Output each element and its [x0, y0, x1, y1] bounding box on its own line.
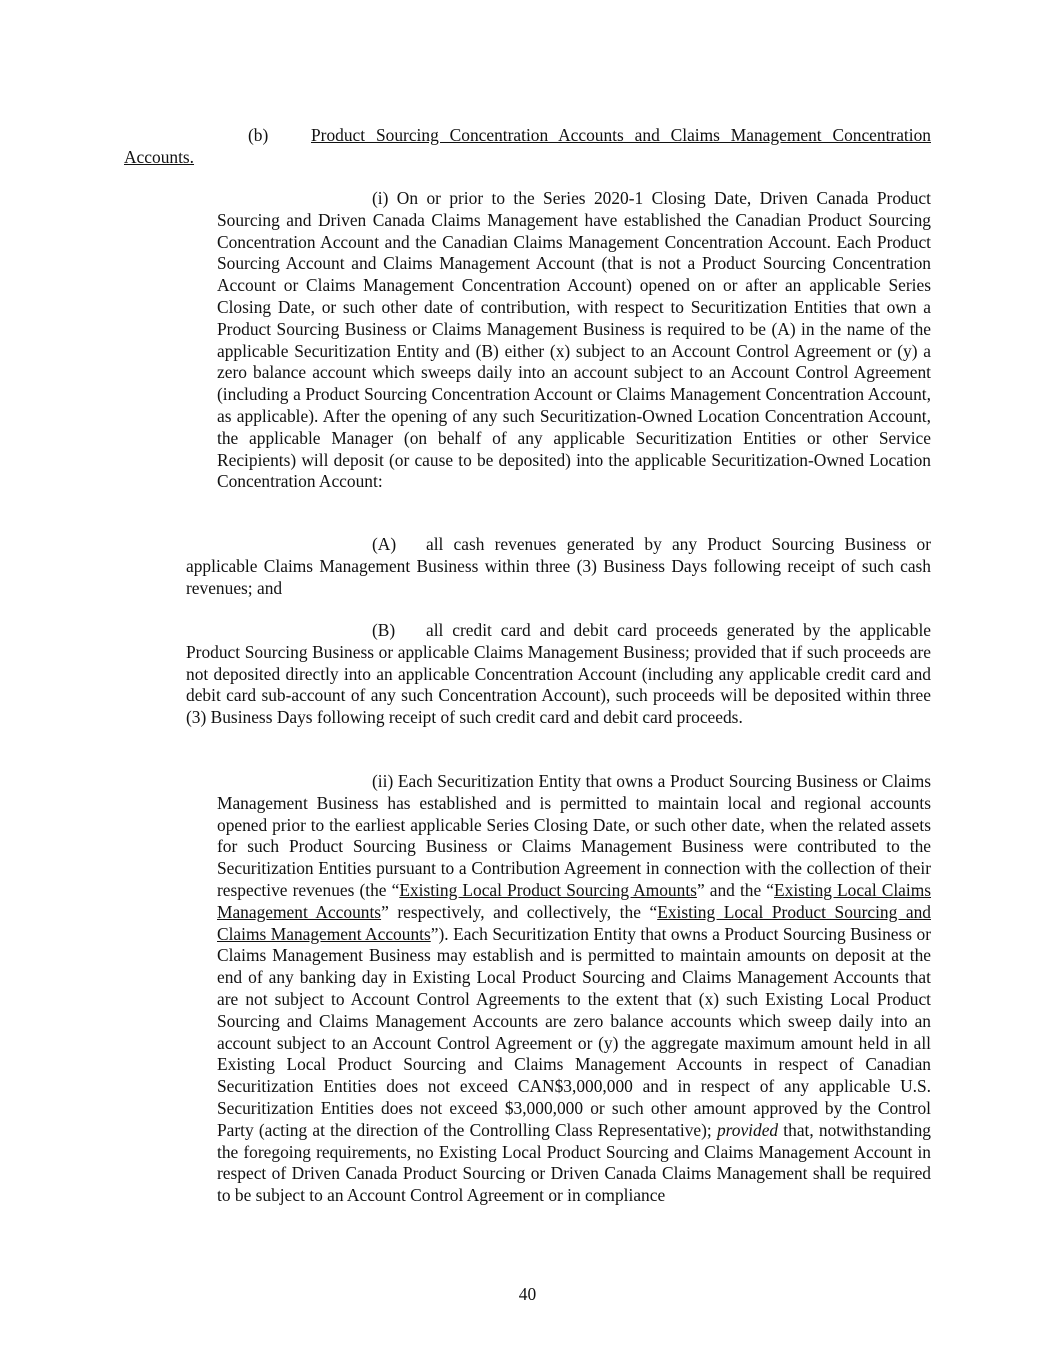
paragraph-i: [217, 188, 931, 493]
defined-term-combined-accounts: Existing Local Product Sourcing and Claims Management Accounts: [217, 901, 931, 944]
paragraph-a-label: (A): [372, 534, 397, 554]
paragraph-ii-text-4: ”). Each Securitization Entity that owns a Product Sourcing Business or Claims Management Business may establish and is permitted to maintain amounts on deposit at the end of any banking day in Existing Local Product Sourcing and Claims Management Accounts that are not subject to Account Control Agreements to the extent that (x) such Existing Local Product Sourcing and Claims Management Accounts are zero balance accounts which sweep daily into an account subject to an Account Control Agreement or (y) the aggregate maximum amount held in all Existing Local Product Sourcing and Claims Management Accounts in respect of Canadian Securitization Entities does not exceed CAN$3,000,000 and in respect of any applicable U.S. Securitization Entities does not exceed $3,000,000 or such other amount approved by the Control Party (acting at the direction of the Controlling Class Representative);: [217, 923, 931, 1140]
defined-term-product-sourcing: Existing Local Product Sourcing Amounts: [399, 879, 697, 900]
paragraph-b-label: (B): [372, 620, 396, 640]
paragraph-ii-text-2: ” and the “: [696, 879, 774, 900]
paragraph-ii-text-5: that, notwithstanding the foregoing requirements, no Existing Local Product Sourcing and Claims Management Account in respect of Driven Canada Product Sourcing or Driven Canada Claims Management shall be required to be subject to an Account Control Agreement or in compliance: [217, 1119, 931, 1206]
paragraph-a-text: all cash revenues generated by any Product Sourcing Business or applicable Claims Management Business within three (3) Business Days following receipt of such cash revenues; and: [186, 534, 931, 598]
paragraph-a: [186, 534, 931, 599]
section-label: (b): [248, 125, 269, 145]
section-heading: [124, 125, 931, 169]
italic-provided: provided: [716, 1119, 779, 1140]
defined-term-claims-management: Existing Local Claims Management Accounts: [217, 879, 932, 922]
paragraph-ii: [217, 771, 931, 1207]
paragraph-b-text: all credit card and debit card proceeds generated by the applicable Product Sourcing Business or applicable Claims Management Business; provided that if such proceeds are not deposited directly into an applicable Concentration Account (including any applicable credit card and debit card sub-account of any such Concentration Account), such proceeds will be deposited within three (3) Business Days following receipt of such credit card and debit card proceeds.: [186, 620, 931, 728]
paragraph-i-text: (i) On or prior to the Series 2020-1 Closing Date, Driven Canada Product Sourcing and Driven Canada Claims Management have established the Canadian Product Sourcing Concentration Account and the Canadian Claims Management Concentration Account. Each Product Sourcing Account and Claims Management Account (that is not a Product Sourcing Concentration Account or Claims Management Concentration Account) opened on or after an applicable Series Closing Date, or such other date of contribution, with respect to Securitization Entities that own a Product Sourcing Business or Claims Management Business is required to be (A) in the name of the applicable Securitization Entity and (B) either (x) subject to an Account Control Agreement or (y) a zero balance account which sweeps daily into an account subject to an Account Control Agreement (including a Product Sourcing Concentration Account or Claims Management Concentration Account, as applicable). After the opening of any such Securitization-Owned Location Concentration Account, the applicable Manager (on behalf of any applicable Securitization Entities or other Service Recipients) will deposit (or cause to be deposited) into the applicable Securitization-Owned Location Concentration Account:: [217, 188, 931, 492]
section-title: Product Sourcing Concentration Accounts and Claims Management Concentration Accounts.: [124, 125, 931, 167]
page-number: 40: [518, 1284, 537, 1304]
paragraph-b: [186, 620, 931, 729]
paragraph-ii-text-3: ” respectively, and collectively, the “: [381, 901, 658, 922]
paragraph-ii-text-1: (ii) Each Securitization Entity that owns a Product Sourcing Business or Claims Management Business has established and is permitted to maintain local and regional accounts opened prior to the earliest applicable Series Closing Date, or such other date, when the related assets for such Product Sourcing Business or Claims Management Business were contributed to the Securitization Entities pursuant to a Contribution Agreement in connection with the collection of their respective revenues (the “: [217, 771, 931, 900]
